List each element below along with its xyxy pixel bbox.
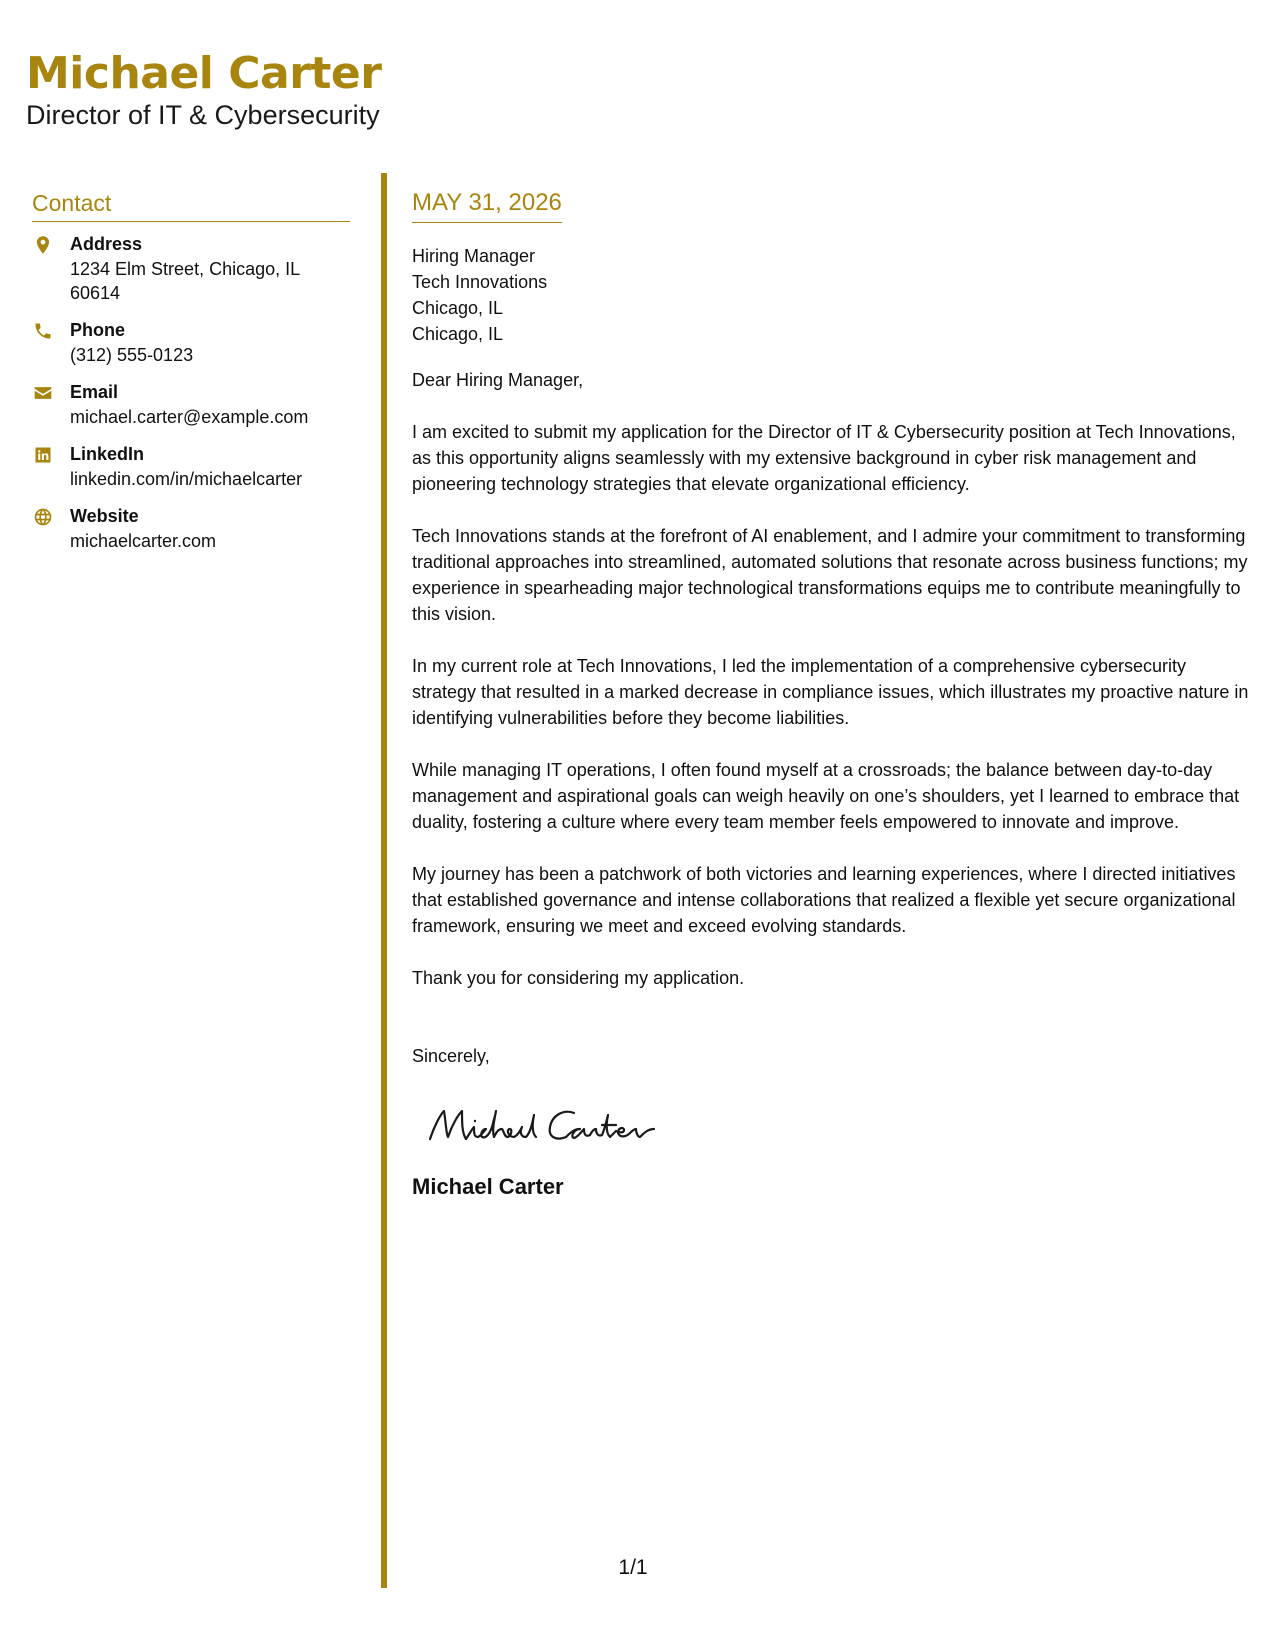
applicant-title: Director of IT & Cybersecurity xyxy=(26,100,380,130)
phone-icon xyxy=(32,320,54,342)
contact-item-phone xyxy=(32,318,350,367)
envelope-icon xyxy=(32,382,54,404)
phone-label: Phone xyxy=(70,320,126,340)
contact-item-linkedin xyxy=(32,442,350,491)
handwritten-signature xyxy=(424,1097,674,1155)
recipient-block xyxy=(412,243,1252,347)
body-paragraph: I am excited to submit my application for the Director of IT & Cybersecurity position at Tech Innovations, as this opportunity aligns seamlessly with my extensive background in cyber risk management and pioneering technology strategies that elevate organizational efficiency. xyxy=(412,422,1236,494)
recipient-line: Tech Innovations xyxy=(412,272,548,292)
body-paragraph: In my current role at Tech Innovations, I led the implementation of a comprehensive cybersecurity strategy that resulted in a marked decrease in compliance issues, which illustrates my proactive nature in identifying vulnerabilities before they become liabilities. xyxy=(412,656,1249,728)
contact-list xyxy=(32,232,350,553)
body-paragraph: My journey has been a patchwork of both victories and learning experiences, where I directed initiatives that established governance and intense collaborations that realized a flexible yet secure organizational framework, ensuring we meet and exceed evolving standards. xyxy=(412,864,1236,936)
letter-body xyxy=(412,188,1252,1201)
body-paragraph: While managing IT operations, I often found myself at a crossroads; the balance between day-to-day management and aspirational goals can weigh heavily on one’s shoulders, yet I learned to embrace that duality, fostering a culture where every team member feels empowered to innovate and improve. xyxy=(412,760,1240,832)
email-label: Email xyxy=(70,382,119,402)
thank-you-paragraph: Thank you for considering my application. xyxy=(412,968,745,988)
recipient-line: Chicago, IL xyxy=(412,298,504,318)
contact-heading: Contact xyxy=(32,188,350,222)
linkedin-label: LinkedIn xyxy=(70,444,145,464)
map-pin-icon xyxy=(32,234,54,256)
linkedin-icon xyxy=(32,444,54,466)
email-value[interactable]: michael.carter@example.com xyxy=(70,407,309,427)
body-paragraph: Tech Innovations stands at the forefront of AI enablement, and I admire your commitment to transforming traditional approaches into streamlined, automated solutions that resonate across business functions; my experience in spearheading major technological transformations equips me to contribute meaningfully to this vision. xyxy=(412,526,1248,624)
closing: Sincerely, xyxy=(412,1046,490,1066)
letter-date: MAY 31, 2026 xyxy=(412,188,562,223)
contact-item-address xyxy=(32,232,350,305)
signer-name: Michael Carter xyxy=(412,1174,564,1199)
applicant-name: Michael Carter xyxy=(26,48,382,99)
address-value: 1234 Elm Street, Chicago, IL 60614 xyxy=(70,259,300,303)
address-label: Address xyxy=(70,234,143,254)
recipient-line: Chicago, IL xyxy=(412,324,504,344)
recipient-line: Hiring Manager xyxy=(412,246,536,266)
contact-item-email xyxy=(32,380,350,429)
contact-sidebar xyxy=(32,188,350,566)
globe-icon xyxy=(32,506,54,528)
salutation: Dear Hiring Manager, xyxy=(412,370,584,390)
contact-item-website xyxy=(32,504,350,553)
page-number: 1/1 xyxy=(618,1556,648,1579)
website-value[interactable]: michaelcarter.com xyxy=(70,531,217,551)
linkedin-value[interactable]: linkedin.com/in/michaelcarter xyxy=(70,469,303,489)
header xyxy=(26,48,381,132)
website-label: Website xyxy=(70,506,139,526)
phone-value: (312) 555-0123 xyxy=(70,345,194,365)
vertical-divider xyxy=(381,173,387,1588)
